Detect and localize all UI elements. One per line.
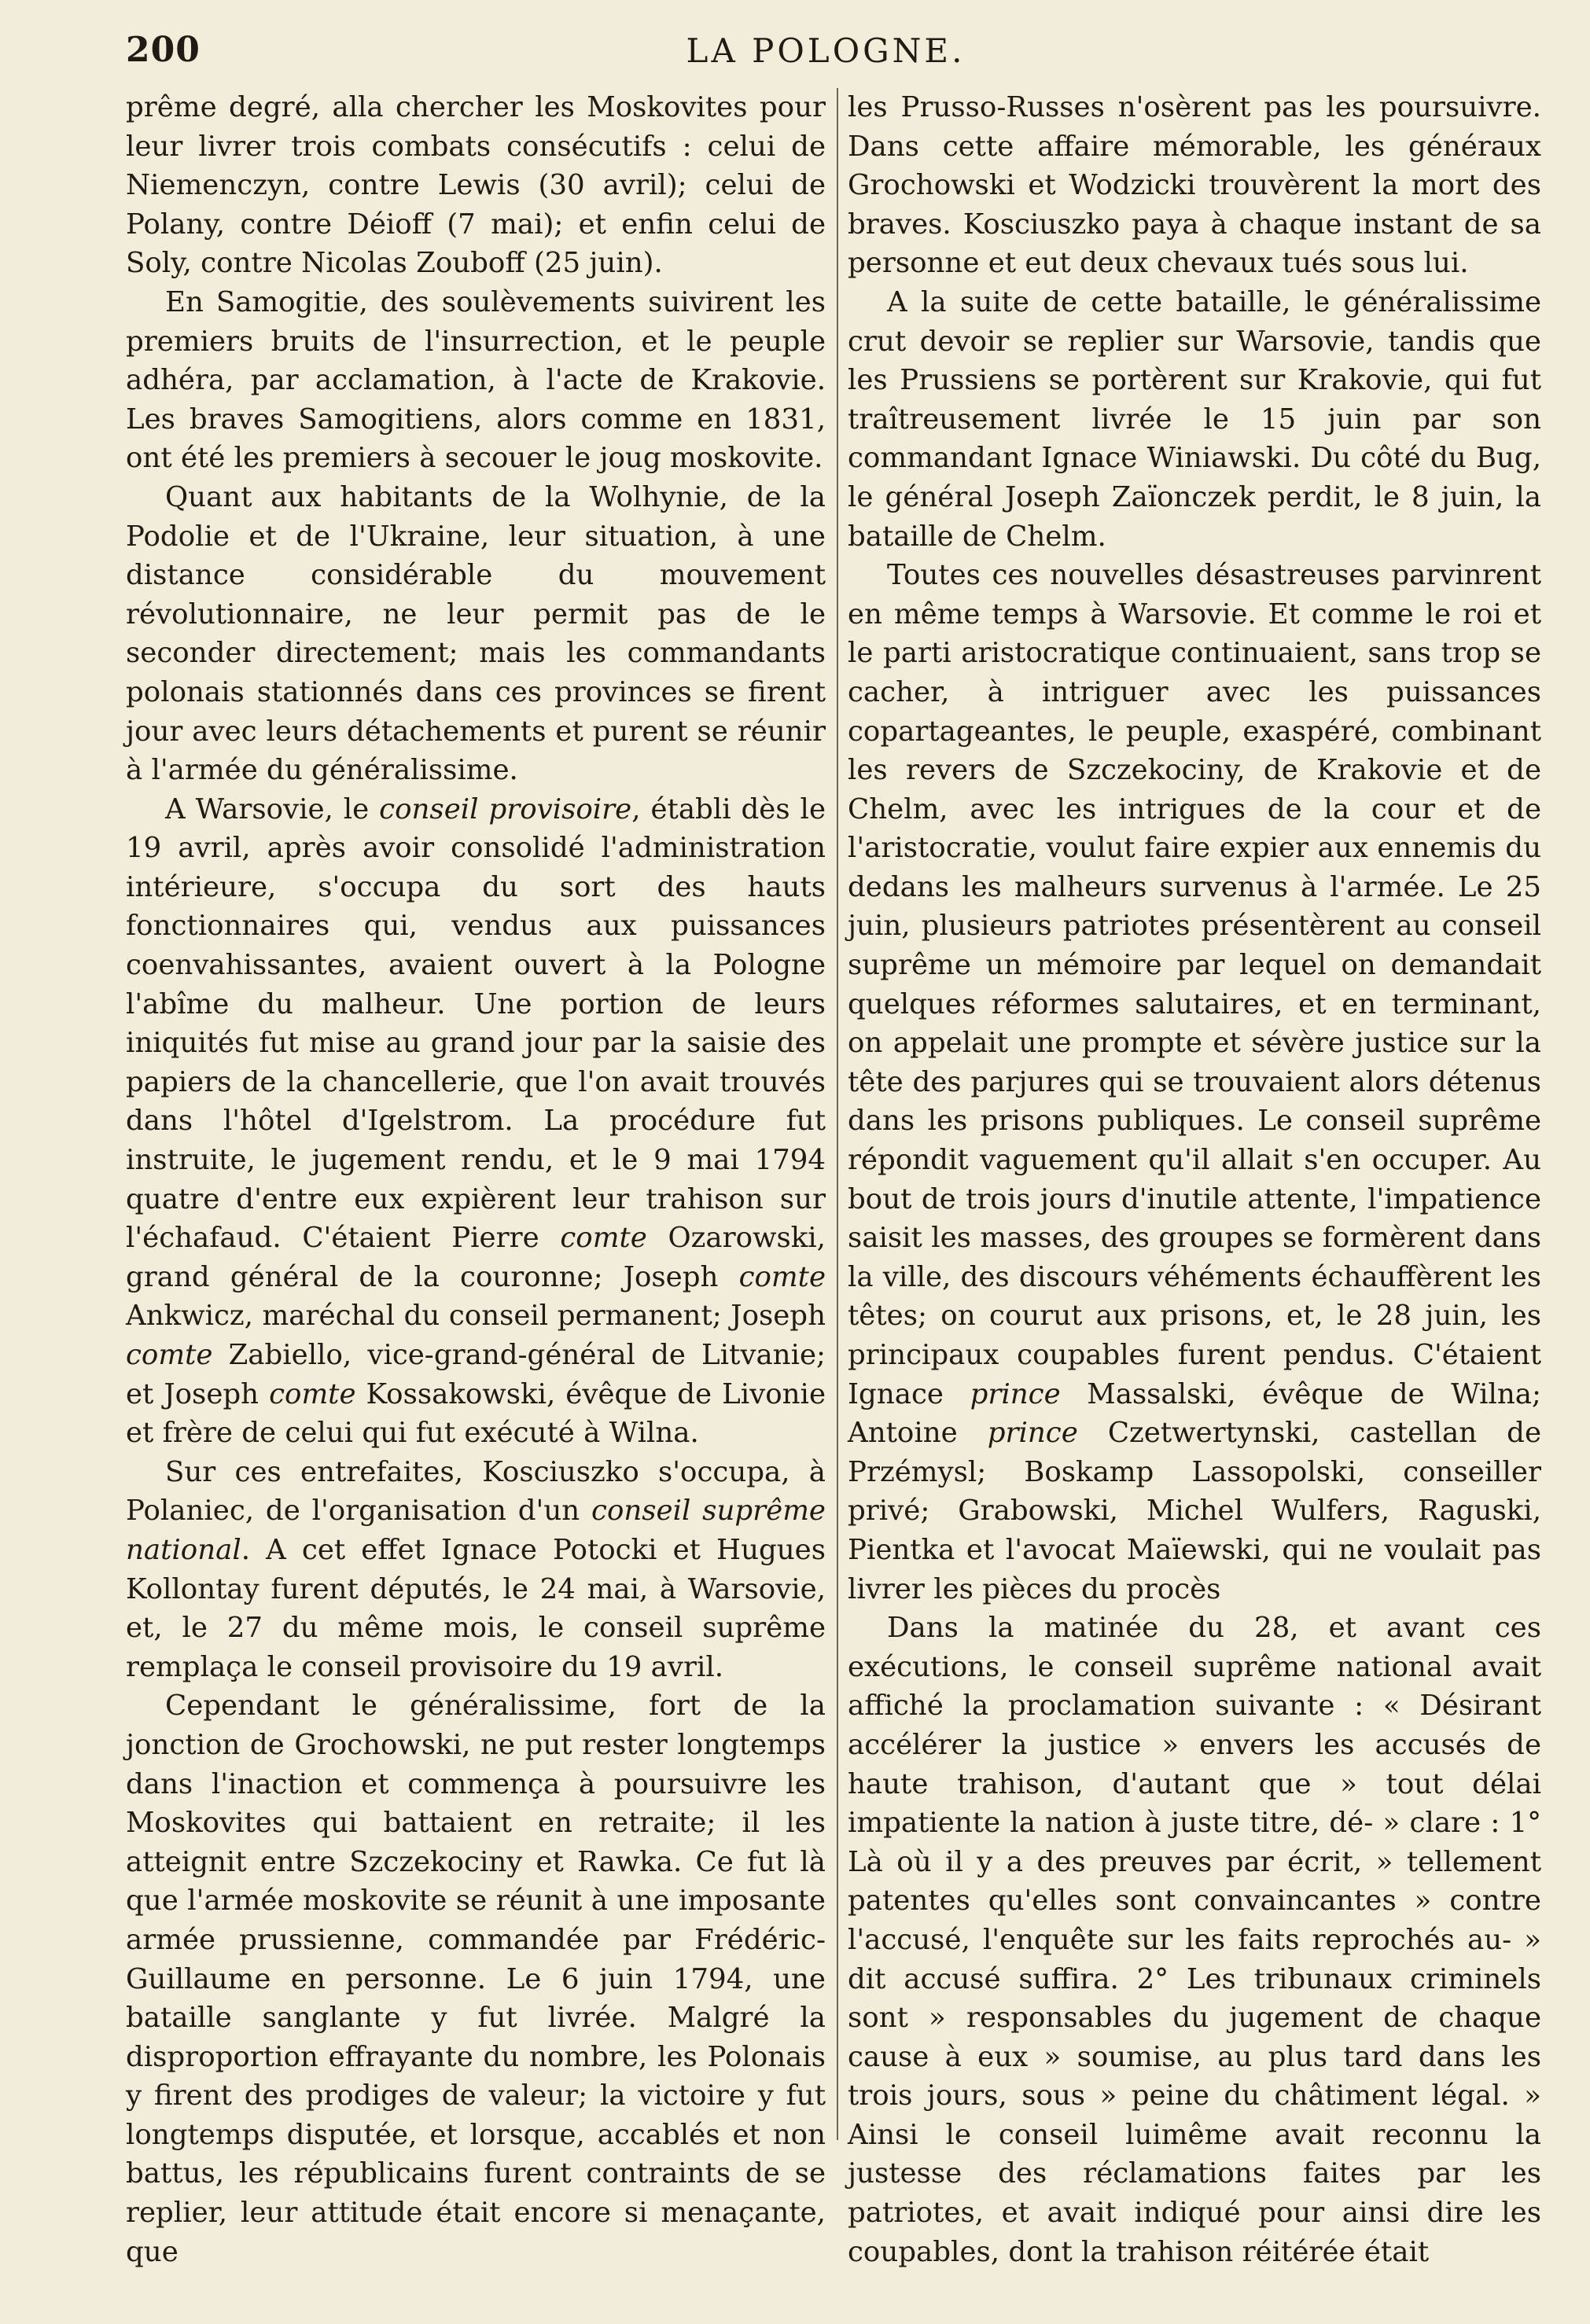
italic-term: prince [970, 1377, 1061, 1410]
text-run: Ozarowski, grand général de la couronne; Joseph [126, 1222, 826, 1293]
page-number: 200 [126, 30, 201, 70]
paragraph: les Prusso-Russes n'osèrent pas les poursuivre. Dans cette affaire mémorable, les généraux Grochowski et Wodzicki trouvèrent la mort des braves. Kosciuszko paya à chaque instant de sa personne et eut deux chevaux tués sous lui. [848, 91, 1541, 280]
text-run: , établi dès le 19 avril, après avoir consolidé l'administration intérieure, s'occupa du sort des hauts fonctionnaires qui, vendus aux puissances coenvahissantes, avaient ouvert à la Pologne l'abîme du malheur. Une portion de leurs iniquités fut mise au grand jour par la saisie des papiers de la chancellerie, que l'on avait trouvés dans l'hôtel d'Igelstrom. La procédure fut instruite, le jugement rendu, et le 9 mai 1794 quatre d'entre eux expièrent leur trahison sur l'échafaud. C'étaient Pierre [126, 792, 826, 1255]
text-run: Toutes ces nouvelles désastreuses parvinrent en même temps à Warsovie. Et comme le roi et le parti aristocratique continuaient, sans trop se cacher, à intriguer avec les puissances copartageantes, le peuple, exaspéré, combinant les revers de Szczekociny, de Krakovie et de Chelm, avec les intrigues de la cour et de l'aristocratie, voulut faire expier aux ennemis du dedans les malheurs survenus à l'armée. Le 25 juin, plusieurs patriotes présentèrent au conseil suprême un mémoire par lequel on demandait quelques réformes salutaires, et en terminant, on appelait une prompte et sévère justice sur la tête des parjures qui se trouvaient alors détenus dans les prisons publiques. Le conseil suprême répondit vaguement qu'il allait s'en occuper. Au bout de trois jours d'inutile attente, l'impatience saisit les masses, des groupes se formèrent dans la ville, des discours véhéments échauffèrent les têtes; on courut aux prisons, et, le 28 juin, les principaux coupables furent pendus. C'étaient Ignace [848, 559, 1541, 1410]
italic-term: prince [987, 1417, 1078, 1450]
italic-term: conseil provisoire [379, 792, 632, 826]
text-run: A Warsovie, le [165, 792, 380, 826]
text-run: Sur ces entrefaites, Kosciuszko s'occupa, à Polaniec, de l'organisation d'un [126, 1455, 826, 1528]
text-run: . A cet effet Ignace Potocki et Hugues Kollontay furent députés, le 24 mai, à Warsovie, et, le 27 du même mois, le conseil suprême remplaça le conseil provisoire du 19 avril. [126, 1533, 826, 1683]
column-divider [837, 88, 838, 2140]
text-run: Massalski, évêque de Wilna; Antoine [848, 1377, 1542, 1450]
text-run: Czetwertynski, castellan de Przémysl; Boskamp Lassopolski, conseiller privé; Grabowski, Michel Wulfers, Raguski, Pientka et l'avocat Maïewski, qui ne voulait pas livrer les pièces du procès [848, 1417, 1541, 1605]
paragraph: Dans la matinée du 28, et avant ces exécutions, le conseil suprême national avait affiché la proclamation suivante : « Désirant accélérer la justice » envers les accusés de haute trahison, d'autant que » tout délai impatiente la nation à juste titre, dé- » clare : 1° Là où il y a des preuves par écrit, » tellement patentes qu'elles sont convaincantes » contre l'accusé, l'enquête sur les faits reprochés au- » dit accusé suffira. 2° Les tribunaux criminels sont » responsables du jugement de chaque cause à eux » soumise, au plus tard dans les trois jours, sous » peine du châtiment légal. » Ainsi le conseil luimême avait reconnu la justesse des réclamations faites par les patriotes, et avait indiqué pour ainsi dire les coupables, dont la trahison réitérée était [848, 1612, 1541, 2268]
paragraph: A la suite de cette bataille, le généralissime crut devoir se replier sur Warsovie, tandis que les Prussiens se portèrent sur Krakovie, qui fut traîtreusement livrée le 15 juin par son commandant Ignace Winiawski. Du côté du Bug, le général Joseph Zaïonczek perdit, le 8 juin, la bataille de Chelm. [848, 285, 1541, 553]
italic-term: comte [269, 1377, 356, 1410]
text-run: Zabiello, vice-grand-général de Litvanie; et Joseph [126, 1339, 826, 1410]
paragraph [126, 790, 826, 1453]
running-title: LA POLOGNE. [686, 31, 966, 70]
paragraph: En Samogitie, des soulèvements suivirent les premiers bruits de l'insurrection, et le peuple adhéra, par acclamation, à l'acte de Krakovie. Les braves Samogitiens, alors comme en 1831, ont été les premiers à secouer le joug moskovite. [126, 285, 826, 475]
text-run: Ankwicz, maréchal du conseil permanent; Joseph [126, 1300, 826, 1333]
italic-term: comte [126, 1339, 213, 1371]
italic-term: conseil suprême national [126, 1495, 826, 1566]
left-column [126, 88, 826, 2271]
paragraph: Quant aux habitants de la Wolhynie, de la Podolie et de l'Ukraine, leur situation, à une distance considérable du mouvement révolutionnaire, ne leur permit pas de le seconder directement; mais les commandants polonais stationnés dans ces provinces se firent jour avec leurs détachements et purent se réunir à l'armée du généralissime. [126, 480, 826, 787]
page-header [126, 30, 1526, 77]
paragraph [848, 556, 1541, 1609]
paragraph: prême degré, alla chercher les Moskovites pour leur livrer trois combats consécutifs : celui de Niemenczyn, contre Lewis (30 avril); celui de Polany, contre Déioff (7 mai); et enfin celui de Soly, contre Nicolas Zouboff (25 juin). [126, 91, 826, 280]
text-run: Kossakowski, évêque de Livonie et frère de celui qui fut exécuté à Wilna. [126, 1377, 826, 1450]
right-column [848, 88, 1541, 2271]
paragraph [126, 1453, 826, 1687]
paragraph: Cependant le généralissime, fort de la jonction de Grochowski, ne put rester longtemps dans l'inaction et commença à poursuivre les Moskovites qui battaient en retraite; il les atteignit entre Szczekociny et Rawka. Ce fut là que l'armée moskovite se réunit à une imposante armée prussienne, commandée par Frédéric-Guillaume en personne. Le 6 juin 1794, une bataille sanglante y fut livrée. Malgré la disproportion effrayante du nombre, les Polonais y firent des prodiges de valeur; la victoire y fut longtemps disputée, et lorsque, accablés et non battus, les républicains furent contraints de se replier, leur attitude était encore si menaçante, que [126, 1690, 826, 2268]
italic-term: comte [738, 1260, 826, 1293]
italic-term: comte [560, 1222, 647, 1255]
